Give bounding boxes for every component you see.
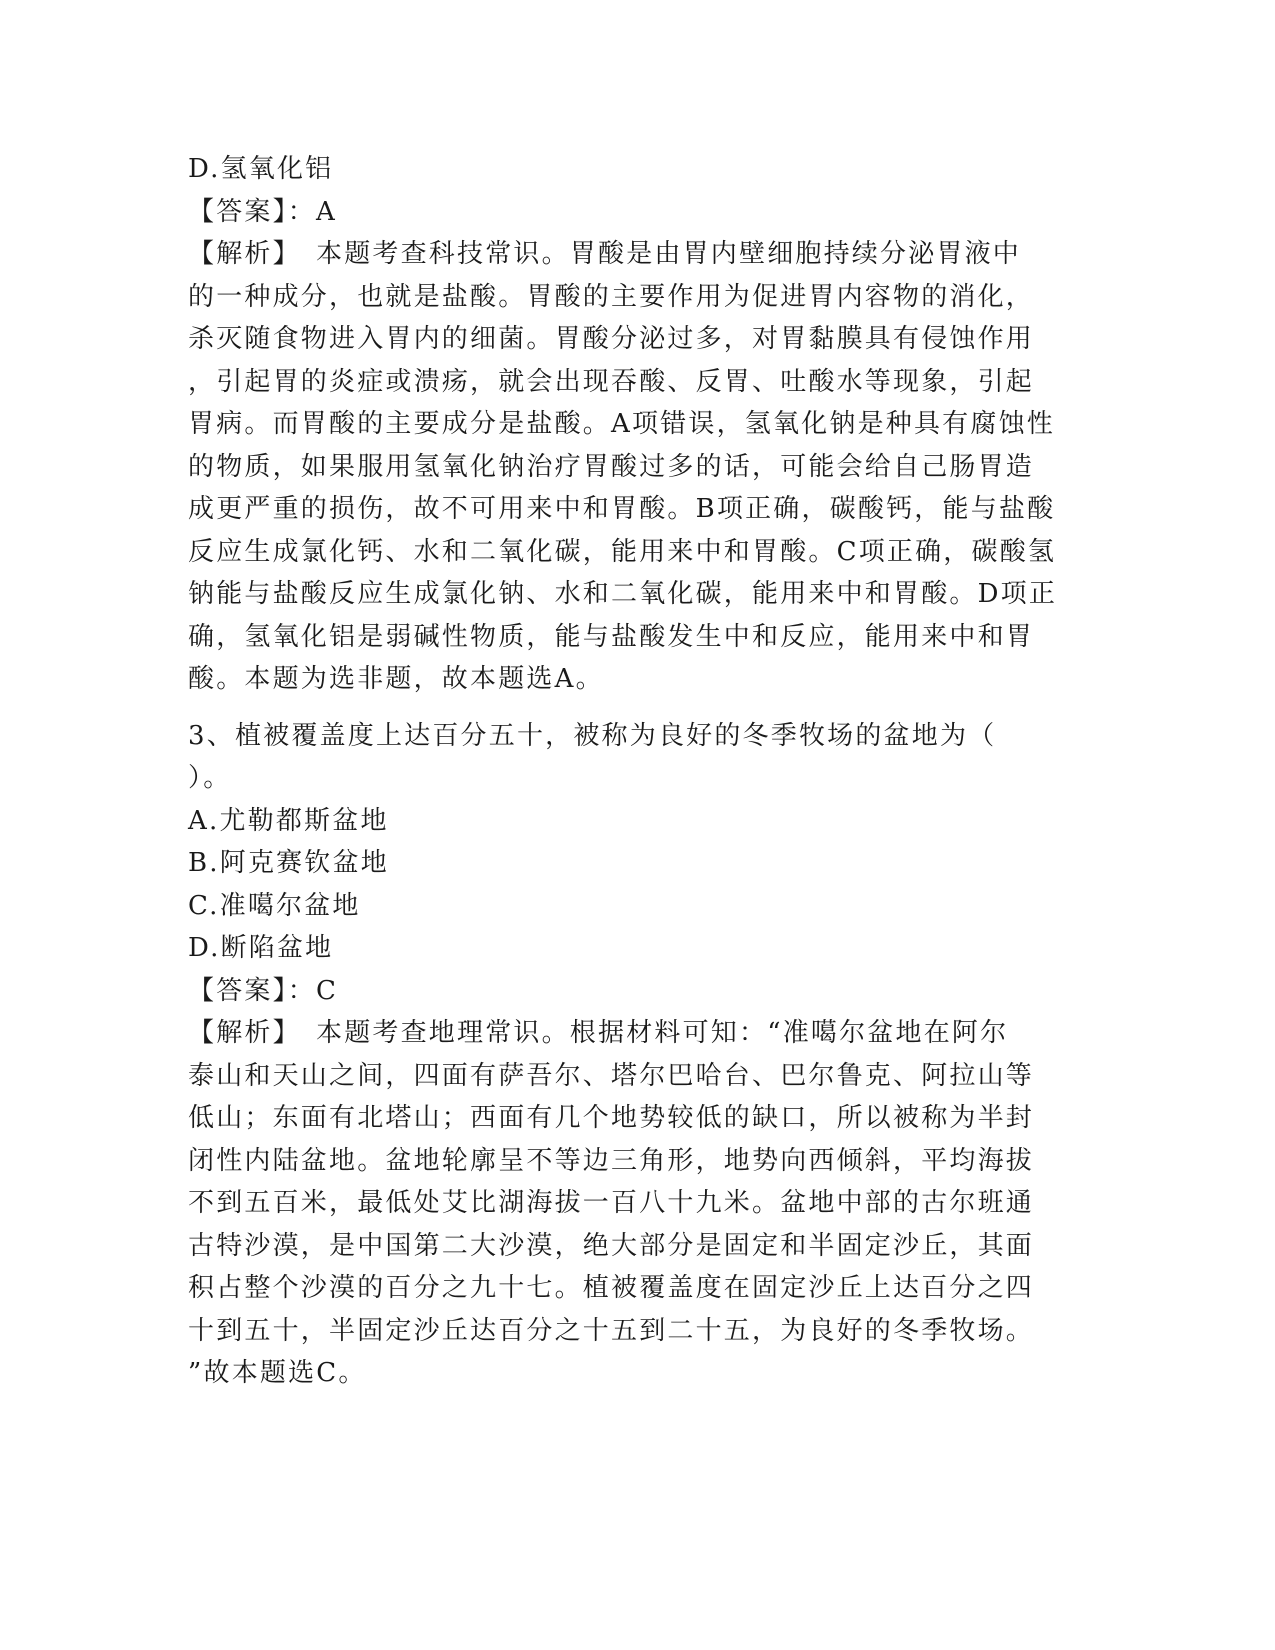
q3-question-line: ）。	[188, 763, 232, 793]
q3-option-d: D.断陷盆地	[188, 933, 334, 963]
q3-analysis-line: 不到五百米，最低处艾比湖海拔一百八十九米。盆地中部的古尔班通	[188, 1188, 1035, 1218]
q2-analysis	[188, 233, 1088, 701]
q2-option-d: D.氢氧化铝	[188, 154, 334, 184]
q3-analysis-line: 闭性内陆盆地。盆地轮廓呈不等边三角形，地势向西倾斜，平均海拔	[188, 1145, 1035, 1176]
q2-analysis-line: 反应生成氯化钙、水和二氧化碳，能用来中和胃酸。C项正确，碳酸氢	[188, 536, 1057, 567]
q3-analysis-line: 泰山和天山之间，四面有萨吾尔、塔尔巴哈台、巴尔鲁克、阿拉山等	[188, 1060, 1035, 1091]
q3-option-b: B.阿克赛钦盆地	[188, 848, 389, 878]
q2-answer: 【答案】：A	[188, 196, 337, 227]
q2-analysis-line: 胃病。而胃酸的主要成分是盐酸。A项错误，氢氧化钠是种具有腐蚀性	[188, 409, 1055, 439]
q2-analysis-line: 确，氢氧化铝是弱碱性物质，能与盐酸发生中和反应，能用来中和胃	[188, 621, 1035, 652]
q2-analysis-line: 酸。本题为选非题，故本题选A。	[188, 664, 604, 694]
q2-analysis-line: 钠能与盐酸反应生成氯化钠、水和二氧化碳，能用来中和胃酸。D项正	[188, 579, 1058, 609]
q3-option-c: C.准噶尔盆地	[188, 890, 361, 921]
q3-question-line: 3、植被覆盖度上达百分五十，被称为良好的冬季牧场的盆地为（	[188, 720, 997, 751]
q2-analysis-line: 成更严重的损伤，故不可用来中和胃酸。B项正确，碳酸钙，能与盐酸	[188, 494, 1056, 524]
q2-analysis-line: 【解析】 本题考查科技常识。胃酸是由胃内壁细胞持续分泌胃液中	[188, 239, 1022, 269]
section-gap	[188, 701, 1088, 715]
document-page	[188, 148, 1088, 1395]
q3-option-a: A.尤勒都斯盆地	[188, 805, 389, 836]
q3-analysis-line: ”故本题选C。	[188, 1358, 367, 1388]
q3-analysis-line: 十到五十，半固定沙丘达百分之十五到二十五，为良好的冬季牧场。	[188, 1315, 1035, 1346]
q2-analysis-line: 的物质，如果服用氢氧化钠治疗胃酸过多的话，可能会给自己肠胃造	[188, 451, 1035, 482]
q3-analysis-line: 低山；东面有北塔山；西面有几个地势较低的缺口，所以被称为半封	[188, 1103, 1035, 1133]
q2-analysis-line: ，引起胃的炎症或溃疡，就会出现吞酸、反胃、吐酸水等现象，引起	[188, 366, 1035, 397]
q2-analysis-line: 杀灭随食物进入胃内的细菌。胃酸分泌过多，对胃黏膜具有侵蚀作用	[188, 324, 1035, 354]
q3-analysis-line: 积占整个沙漠的百分之九十七。植被覆盖度在固定沙丘上达百分之四	[188, 1273, 1035, 1303]
q3-analysis	[188, 1012, 1088, 1395]
q3-answer: 【答案】：C	[188, 975, 339, 1006]
q3-question	[188, 715, 1088, 800]
q3-analysis-line: 古特沙漠，是中国第二大沙漠，绝大部分是固定和半固定沙丘，其面	[188, 1230, 1035, 1261]
q3-options	[188, 800, 1088, 970]
q3-analysis-line: 【解析】 本题考查地理常识。根据材料可知：“准噶尔盆地在阿尔	[188, 1018, 1009, 1048]
q2-analysis-line: 的一种成分，也就是盐酸。胃酸的主要作用为促进胃内容物的消化，	[188, 281, 1035, 312]
